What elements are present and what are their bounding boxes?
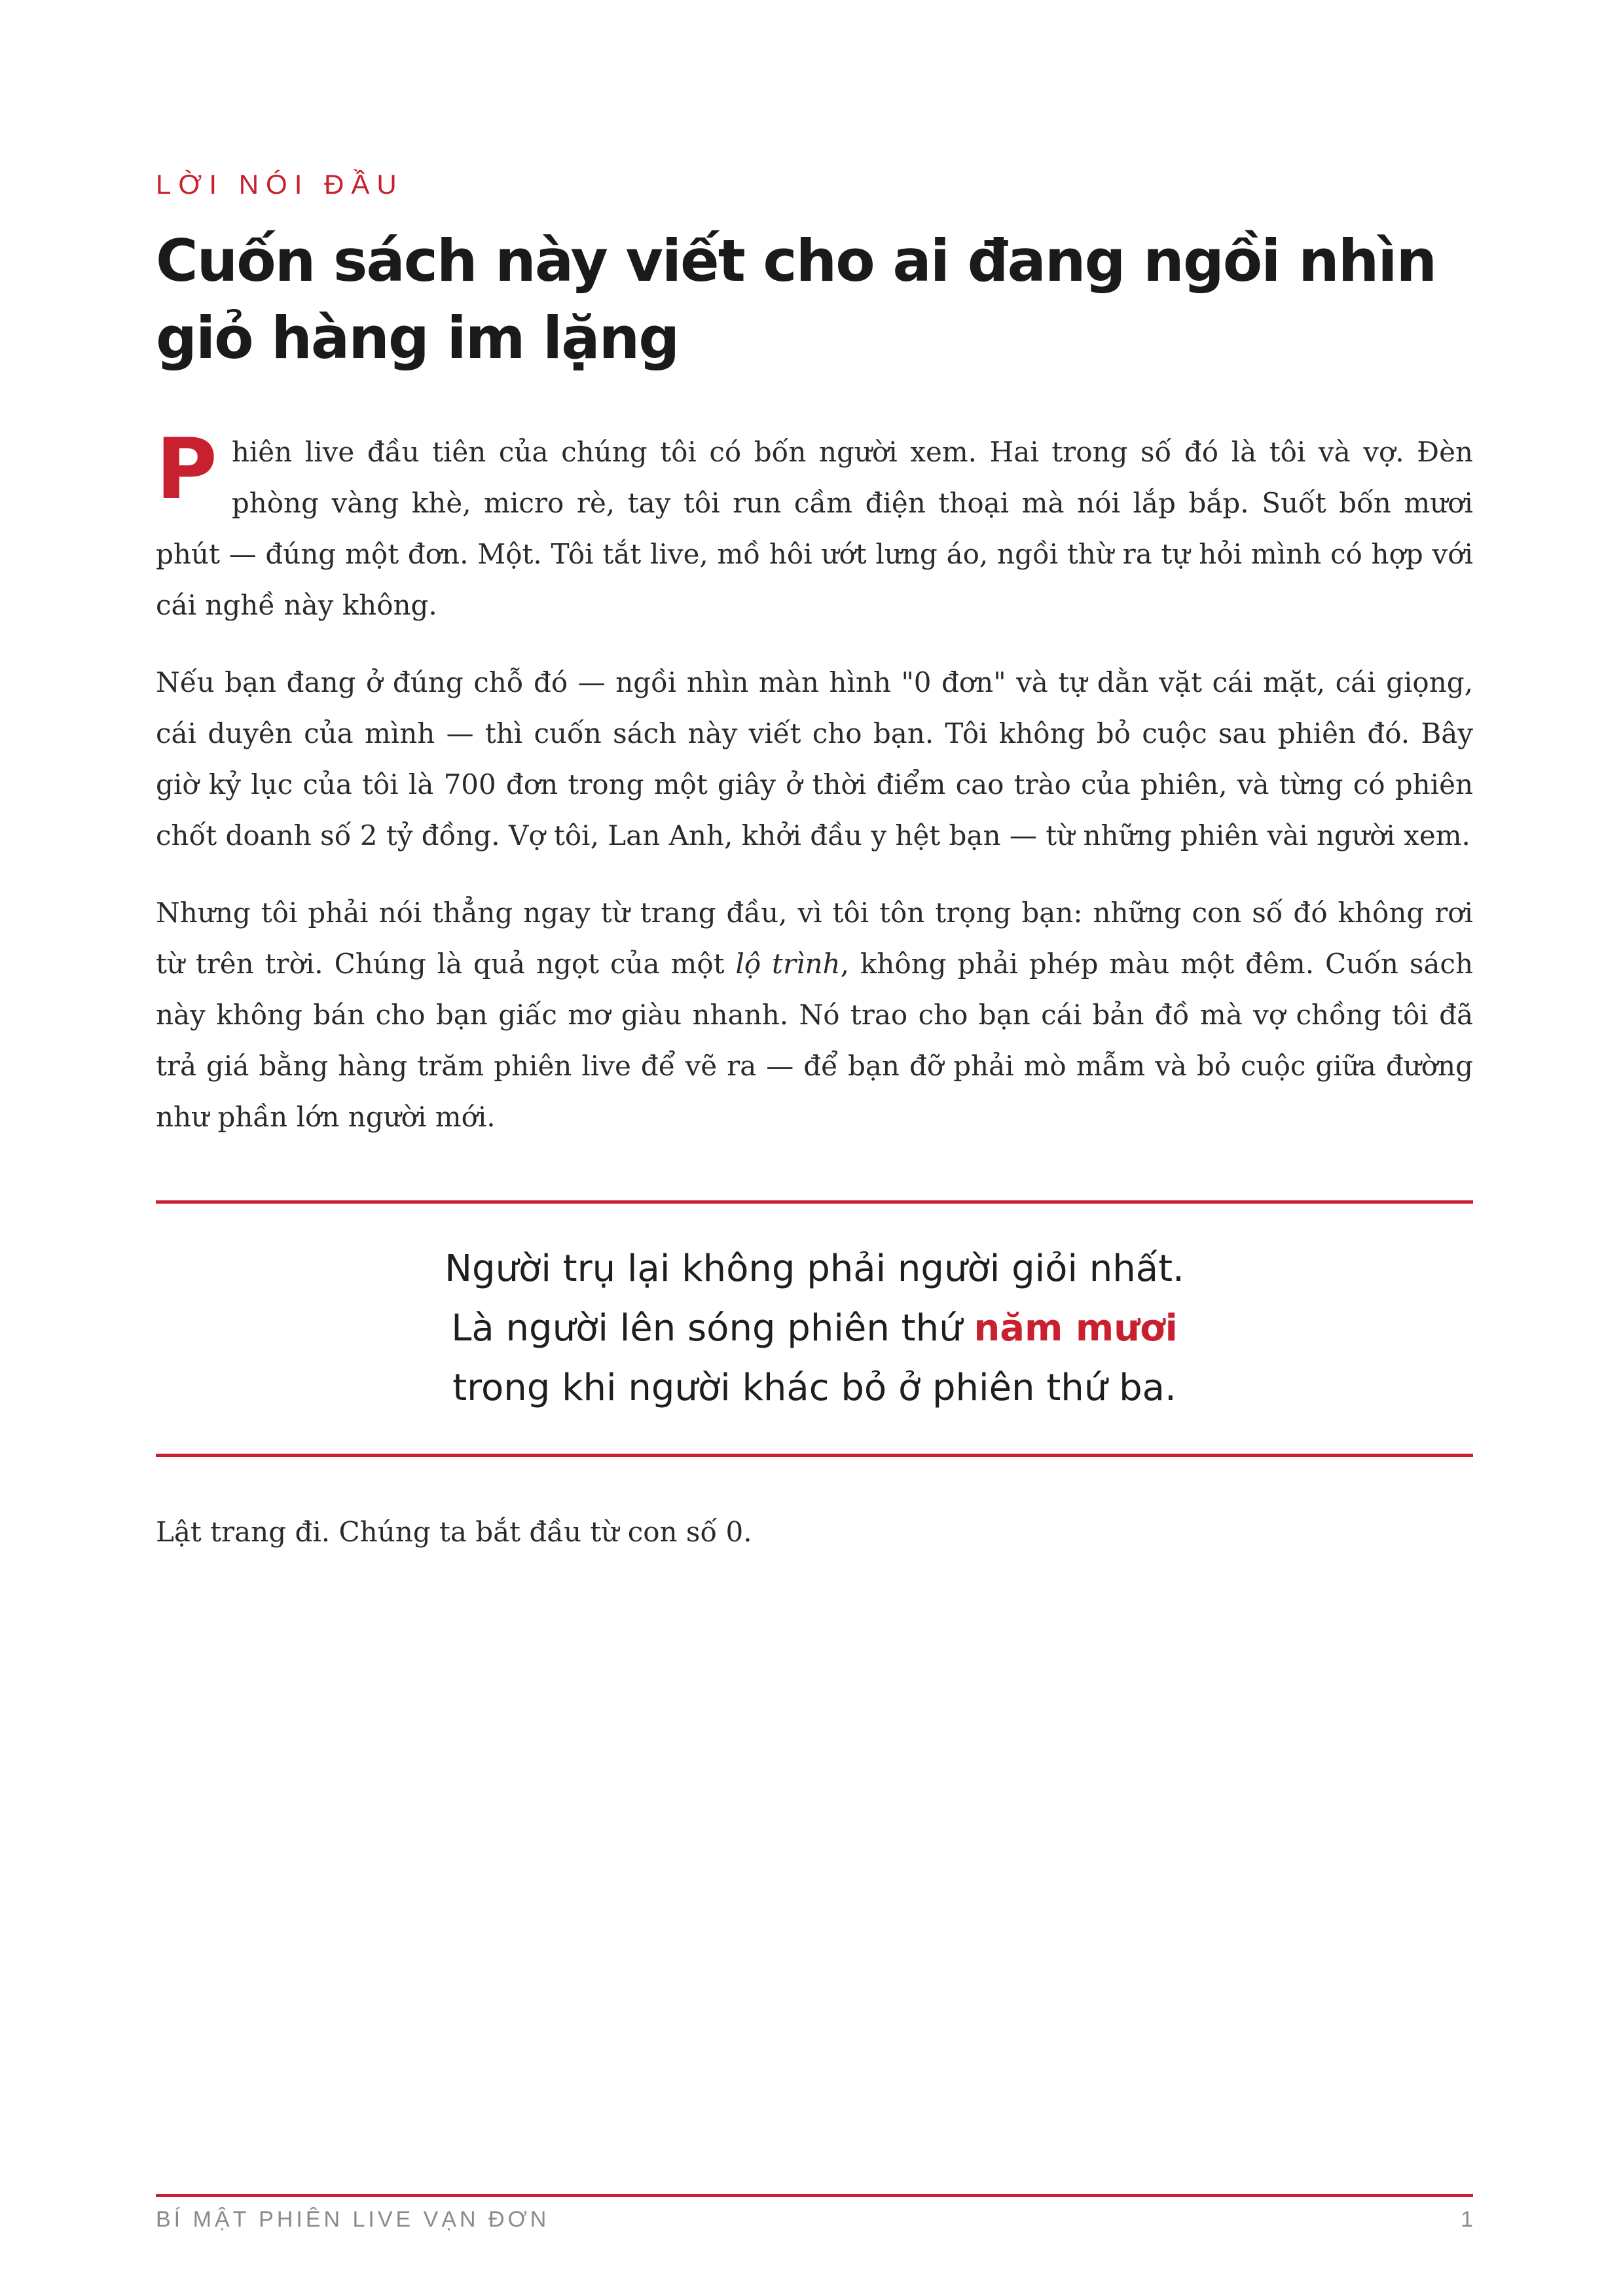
page-number: 1 bbox=[1461, 2207, 1473, 2232]
body-text bbox=[156, 421, 1474, 1169]
footer-rule bbox=[156, 2194, 1473, 2197]
paragraph-1-text: hiên live đầu tiên của chúng tôi có bốn người xem. Hai trong số đó là tôi và vợ. Đèn phòng vàng khè, micro rè, tay tôi run cầm điện thoại mà nói lắp bắp. Suốt bốn mươi phút — đúng một đơn. Một. Tôi tắt live, mồ hôi ướt lưng áo, ngồi thừ ra tự hỏi mình có hợp với cái nghề này không. bbox=[156, 436, 1473, 621]
pullquote-top-rule bbox=[156, 1200, 1473, 1204]
book-page bbox=[156, 0, 1473, 2296]
running-footer-title: BÍ MẬT PHIÊN LIVE VẠN ĐƠN bbox=[156, 2207, 550, 2232]
pull-quote-line-3: trong khi người khác bỏ ở phiên thứ ba. bbox=[452, 1367, 1176, 1409]
paragraph-1 bbox=[156, 421, 1473, 631]
paragraph-3 bbox=[156, 888, 1473, 1143]
paragraph-2: Nếu bạn đang ở đúng chỗ đó — ngồi nhìn màn hình "0 đơn" và tự dằn vặt cái mặt, cái giọng, cái duyên của mình — thì cuốn sách này viết cho bạn. Tôi không bỏ cuộc sau phiên đó. Bây giờ kỷ lục của tôi là 700 đơn trong một giây ở thời điểm cao trào của phiên, và từng có phiên chốt doanh số 2 tỷ đồng. Vợ tôi, Lan Anh, khởi đầu y hệt bạn — từ những phiên vài người xem. bbox=[156, 666, 1473, 852]
pull-quote-highlight: năm mươi bbox=[974, 1307, 1178, 1350]
pull-quote-line-2-text: Là người lên sóng phiên thứ bbox=[451, 1307, 974, 1350]
pull-quote bbox=[156, 1239, 1473, 1418]
closing-line: Lật trang đi. Chúng ta bắt đầu từ con số 0. bbox=[156, 1516, 752, 1548]
paragraph-3-text-start: Nhưng tôi phải nói thẳng ngay từ trang đầu, vì tôi tôn trọng bạn: những con số đó không rơi từ trên trời. Chúng là quả ngọt của một bbox=[156, 897, 1473, 980]
pull-quote-line-2 bbox=[156, 1299, 1473, 1358]
paragraph-3-text-end: , không phải phép màu một đêm. Cuốn sách này không bán cho bạn giấc mơ giàu nhanh. Nó trao cho bạn cái bản đồ mà vợ chồng tôi đã trả giá bằng hàng trăm phiên live để vẽ ra — để bạn đỡ phải mò mẫm và bỏ cuộc giữa đường như phần lớn người mới. bbox=[156, 948, 1474, 1133]
chapter-eyebrow: LỜI NÓI ĐẦU bbox=[156, 169, 404, 200]
paragraph-3-emphasis: lộ trình bbox=[735, 948, 841, 980]
drop-cap: P bbox=[156, 421, 217, 518]
pullquote-bottom-rule bbox=[156, 1454, 1473, 1457]
chapter-title: Cuốn sách này viết cho ai đang ngồi nhìn giỏ hàng im lặng bbox=[156, 227, 1436, 372]
pull-quote-line-1: Người trụ lại không phải người giỏi nhất. bbox=[445, 1247, 1184, 1290]
